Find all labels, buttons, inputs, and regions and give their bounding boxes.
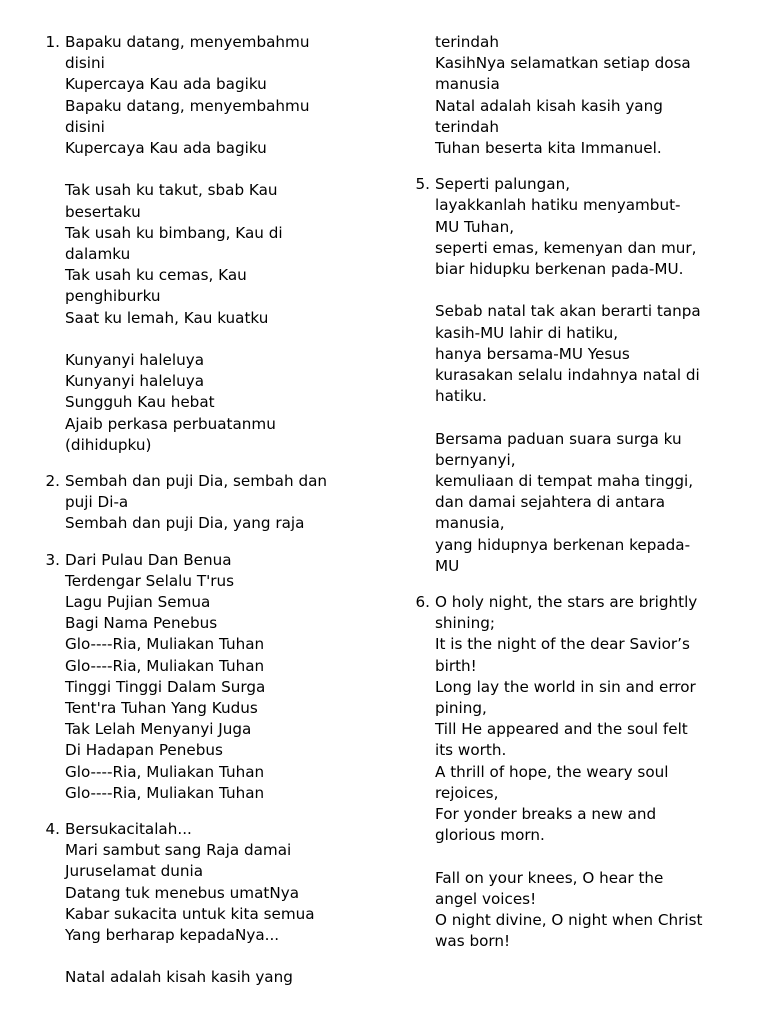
song-block [38,471,368,535]
song-number: 2. [45,472,60,491]
lyric-line: seperti emas, kemenyan dan mur, [435,238,697,257]
lyric-line: Till He appeared and the soul felt [435,720,688,739]
song-number: 5. [415,175,430,194]
stanza [65,350,368,456]
lyric-line: disini [65,117,105,136]
lyric-line: layakkanlah hatiku menyambut- [435,196,681,215]
lyric-line: puji Di-a [65,493,129,512]
lyric-line: penghiburku [65,287,161,306]
lyric-line: dan damai sejahtera di antara [435,493,666,512]
stanza [435,592,753,846]
lyric-line: Long lay the world in sin and error [435,677,696,696]
stanza [65,967,368,988]
lyric-line: For yonder breaks a new and [435,805,657,824]
lyric-line: angel voices! [435,889,537,908]
lyric-line: Natal adalah kisah kasih yang [435,96,663,115]
stanza [435,174,753,280]
lyric-line: dalamku [65,245,131,264]
lyric-line: It is the night of the dear Savior’s [435,635,690,654]
lyric-line: Yang berharap kepadaNya... [65,926,280,945]
lyric-line: Tak usah ku takut, sbab Kau [65,181,278,200]
lyric-line: kemuliaan di tempat maha tinggi, [435,472,694,491]
stanza [435,32,753,159]
song-block [408,592,753,952]
lyric-line: Sungguh Kau hebat [65,393,215,412]
lyric-line: Bapaku datang, menyembahmu [65,33,310,51]
lyric-line: terindah [435,117,499,136]
lyric-line: O night divine, O night when Christ [435,911,703,930]
lyric-line: glorious morn. [435,826,545,845]
lyric-line: Bersama paduan suara surga ku [435,429,682,448]
stanza [65,550,368,804]
lyric-line: Tuhan beserta kita Immanuel. [435,139,662,158]
lyric-line: hanya bersama-MU Yesus [435,344,630,363]
lyric-line: MU [435,556,460,575]
lyric-line: Kunyanyi haleluya [65,351,205,370]
lyric-line: birth! [435,656,477,675]
song-number: 6. [415,593,430,612]
lyric-line: Ajaib perkasa perbuatanmu [65,414,276,433]
lyric-line: Datang tuk menebus umatNya [65,883,300,902]
lyric-line: Tinggi Tinggi Dalam Surga [65,677,266,696]
left-column [38,32,368,1004]
lyric-line: Bagi Nama Penebus [65,614,218,633]
lyric-line: besertaku [65,202,141,221]
lyric-line: KasihNya selamatkan setiap dosa [435,54,691,73]
lyric-line: bernyanyi, [435,450,516,469]
song-block [38,32,368,456]
lyric-line: Terdengar Selalu T'rus [65,571,235,590]
lyric-line: Bersukacitalah... [65,820,192,839]
lyric-line: Bapaku datang, menyembahmu [65,96,310,115]
stanza [435,301,753,407]
lyric-line: A thrill of hope, the weary soul [435,762,669,781]
lyric-line: hatiku. [435,387,487,406]
lyric-line: Lagu Pujian Semua [65,593,211,612]
lyric-line: O holy night, the stars are brightly [435,593,698,612]
lyric-line: kasih-MU lahir di hatiku, [435,323,619,342]
right-column [408,32,753,967]
lyric-line: Glo----Ria, Muliakan Tuhan [65,635,265,654]
lyric-line: Mari sambut sang Raja damai [65,841,292,860]
lyric-line: Fall on your knees, O hear the [435,868,664,887]
lyric-line: Kupercaya Kau ada bagiku [65,75,267,94]
lyric-line: was born! [435,932,511,951]
lyric-line: Sembah dan puji Dia, yang raja [65,514,305,533]
song-block [408,32,753,159]
song-number: 4. [45,820,60,839]
lyric-line: terindah [435,33,499,51]
lyric-line: manusia [435,75,500,94]
song-block [38,550,368,804]
lyric-line: its worth. [435,741,507,760]
lyric-line: Seperti palungan, [435,175,571,194]
lyric-line: Kabar sukacita untuk kita semua [65,904,315,923]
lyric-line: Natal adalah kisah kasih yang [65,968,293,987]
lyric-line: yang hidupnya berkenan kepada- [435,535,691,554]
song-number: 3. [45,550,60,569]
lyric-line: Glo----Ria, Muliakan Tuhan [65,762,265,781]
stanza [65,32,368,159]
lyric-line: Tak usah ku bimbang, Kau di [65,223,283,242]
lyric-line: kurasakan selalu indahnya natal di [435,366,700,385]
lyric-line: Tak usah ku cemas, Kau [65,266,247,285]
stanza [65,819,368,946]
lyric-line: Juruselamat dunia [65,862,204,881]
lyric-line: manusia, [435,514,505,533]
lyric-line: Dari Pulau Dan Benua [65,550,232,569]
lyric-line: Sembah dan puji Dia, sembah dan [65,472,328,491]
lyric-line: biar hidupku berkenan pada-MU. [435,260,684,279]
lyric-line: Glo----Ria, Muliakan Tuhan [65,656,265,675]
lyric-line: (dihidupku) [65,435,152,454]
lyric-line: Saat ku lemah, Kau kuatku [65,308,269,327]
lyric-line: Tent'ra Tuhan Yang Kudus [65,699,258,718]
stanza [435,868,753,953]
lyric-line: MU Tuhan, [435,217,515,236]
lyric-line: Kupercaya Kau ada bagiku [65,139,267,158]
lyric-line: Sebab natal tak akan berarti tanpa [435,302,701,321]
stanza [435,429,753,577]
song-block [408,174,753,577]
lyric-line: pining, [435,699,487,718]
lyric-line: shining; [435,614,495,633]
lyric-line: Di Hadapan Penebus [65,741,223,760]
song-block [38,819,368,989]
song-number: 1. [45,33,60,51]
lyric-line: rejoices, [435,783,499,802]
stanza [65,471,368,535]
lyric-line: disini [65,54,105,73]
lyric-line: Kunyanyi haleluya [65,372,205,391]
stanza [65,180,368,328]
lyric-line: Tak Lelah Menyanyi Juga [65,720,252,739]
lyric-line: Glo----Ria, Muliakan Tuhan [65,783,265,802]
